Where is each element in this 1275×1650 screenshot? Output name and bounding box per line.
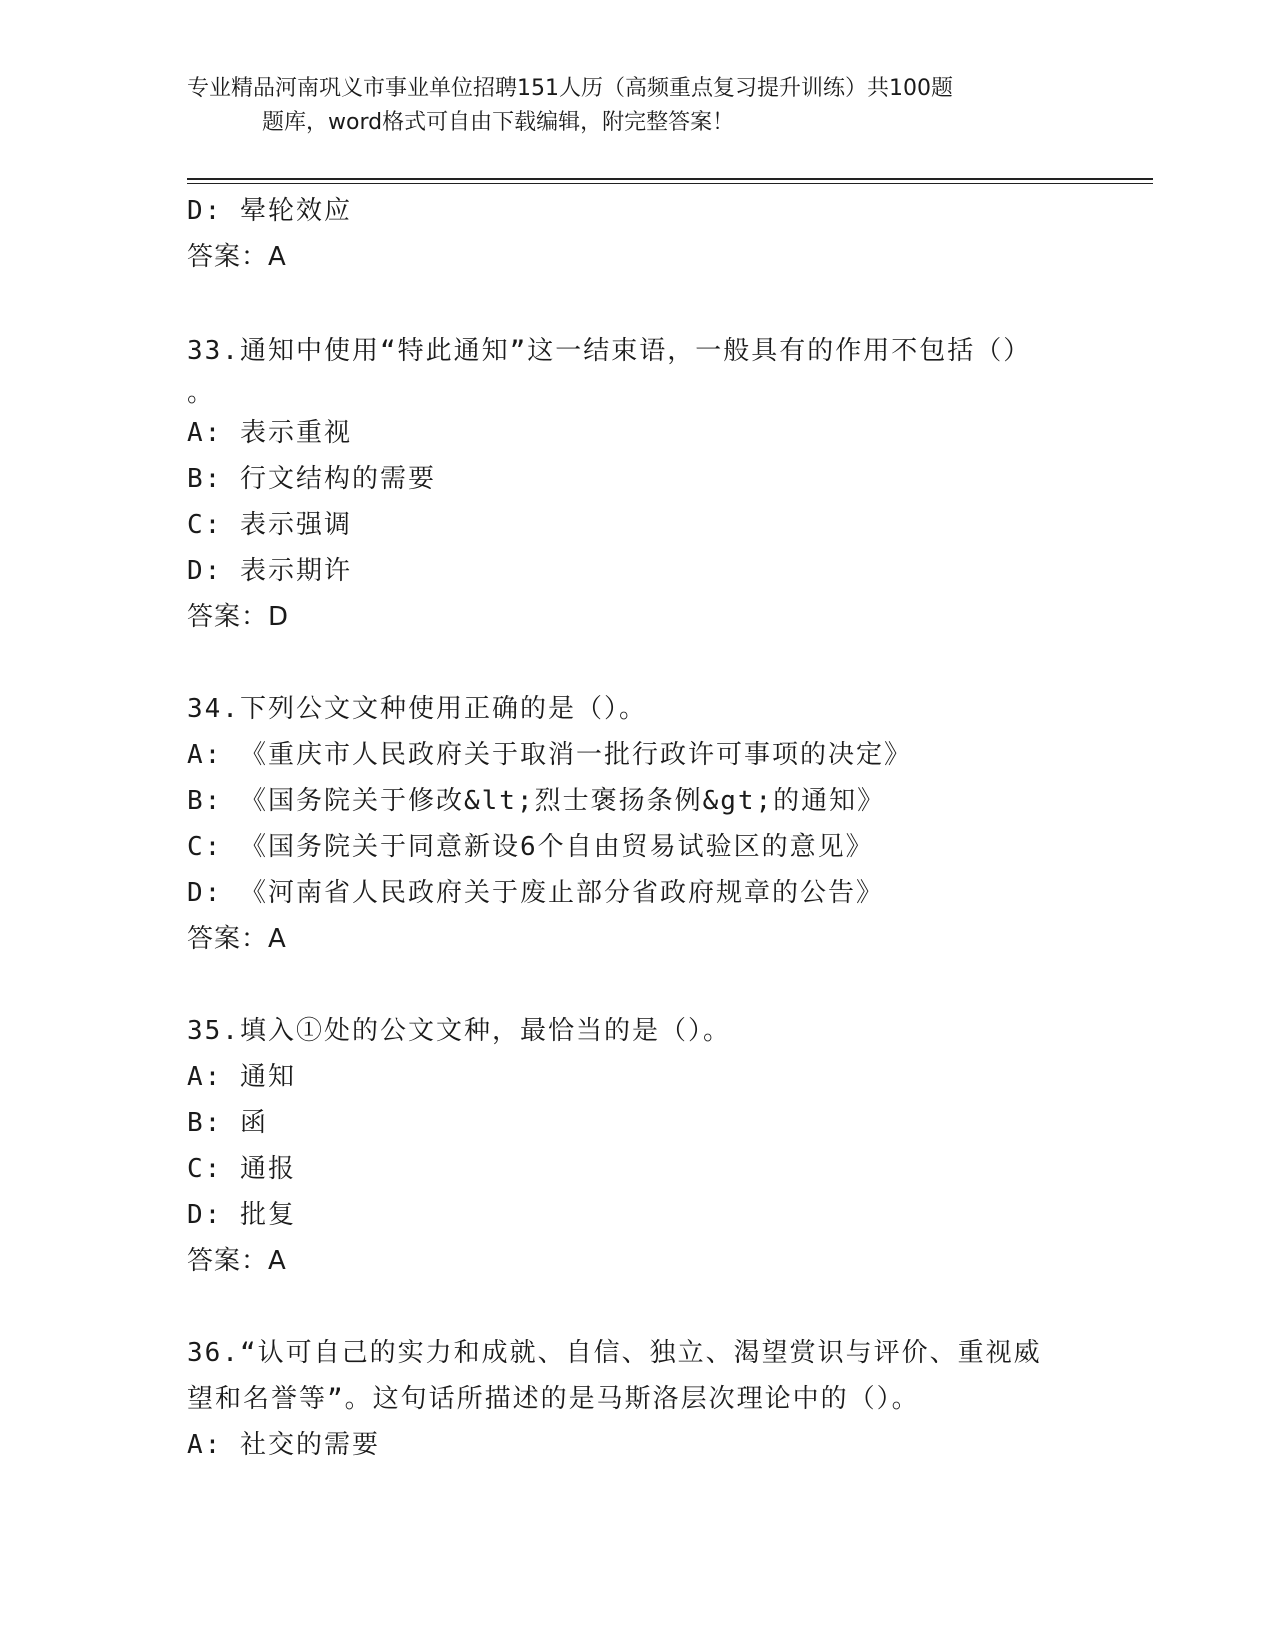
header-divider-thick xyxy=(187,178,1153,180)
header-title-line1: 专业精品河南巩义市事业单位招聘151人历（高频重点复习提升训练）共100题 xyxy=(187,76,953,101)
option-c: C: 通报 xyxy=(187,1154,296,1184)
question-stem: 34.下列公文文种使用正确的是（）。 xyxy=(187,694,647,724)
answer: 答案：A xyxy=(187,1246,287,1276)
option-c: C: 《国务院关于同意新设6个自由贸易试验区的意见》 xyxy=(187,832,874,862)
option-a: A: 表示重视 xyxy=(187,418,352,448)
prev-answer: 答案：A xyxy=(187,242,287,272)
option-a: A: 社交的需要 xyxy=(187,1430,380,1460)
option-d: D: 批复 xyxy=(187,1200,296,1230)
option-a: A: 通知 xyxy=(187,1062,296,1092)
option-d: D: 表示期许 xyxy=(187,556,352,586)
prev-option-d: D: 晕轮效应 xyxy=(187,196,352,226)
answer: 答案：D xyxy=(187,602,290,632)
question-34 xyxy=(187,686,1087,962)
header-title-line2: 题库，word格式可自由下载编辑，附完整答案！ xyxy=(262,110,735,135)
question-36 xyxy=(187,1330,1087,1468)
question-stem: 33.通知中使用“特此通知”这一结束语，一般具有的作用不包括（） xyxy=(187,336,1032,366)
question-content xyxy=(187,188,1087,1468)
option-b: B: 函 xyxy=(187,1108,268,1138)
option-d: D: 《河南省人民政府关于废止部分省政府规章的公告》 xyxy=(187,878,884,908)
question-stem-line1: 36.“认可自己的实力和成就、自信、独立、渴望赏识与评价、重视威 xyxy=(187,1338,1042,1368)
question-stem-tail: 。 xyxy=(187,378,216,408)
question-stem-line2: 望和名誉等”。这句话所描述的是马斯洛层次理论中的（）。 xyxy=(187,1384,920,1414)
document-header xyxy=(187,72,1067,140)
spacer xyxy=(187,962,1087,1008)
question-stem: 35.填入①处的公文文种，最恰当的是（）。 xyxy=(187,1016,731,1046)
spacer xyxy=(187,1284,1087,1330)
question-35 xyxy=(187,1008,1087,1284)
header-divider-thin xyxy=(187,183,1153,184)
spacer xyxy=(187,640,1087,686)
option-c: C: 表示强调 xyxy=(187,510,352,540)
answer: 答案：A xyxy=(187,924,287,954)
option-b: B: 行文结构的需要 xyxy=(187,464,436,494)
option-a: A: 《重庆市人民政府关于取消一批行政许可事项的决定》 xyxy=(187,740,912,770)
option-b: B: 《国务院关于修改&lt;烈士褒扬条例&gt;的通知》 xyxy=(187,786,886,816)
question-33 xyxy=(187,326,1087,640)
spacer xyxy=(187,280,1087,326)
